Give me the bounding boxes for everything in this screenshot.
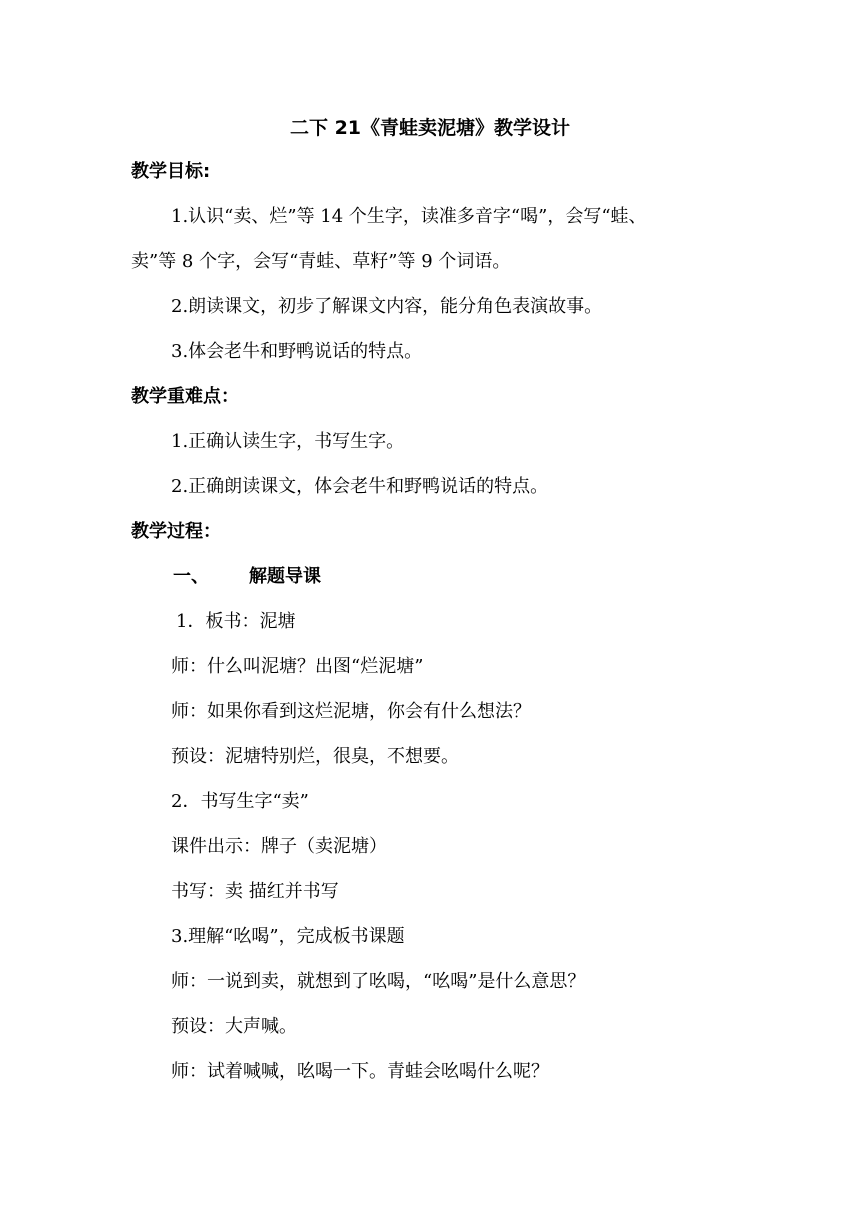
objective-item-1-line-2: 卖”等 8 个字，会写“青蛙、草籽”等 9 个词语。 (131, 251, 511, 272)
process-line: 3.理解“吆喝”，完成板书课题 (171, 926, 405, 947)
objectives-heading: 教学目标: (131, 161, 211, 182)
process-line: 2．书写生字“卖” (171, 791, 309, 812)
process-line: 书写：卖 描红并书写 (171, 881, 339, 902)
process-line: 师：什么叫泥塘？出图“烂泥塘” (171, 656, 424, 677)
process-line: 预设：泥塘特别烂，很臭，不想要。 (171, 746, 459, 767)
process-line: 课件出示：牌子（卖泥塘） (171, 836, 387, 857)
process-line: 师：如果你看到这烂泥塘，你会有什么想法？ (171, 701, 531, 722)
objective-item-1-line-1: 1.认识“卖、烂”等 14 个生字，读准多音字“喝”，会写“蛙、 (171, 206, 647, 227)
key-point-item-1: 1.正确认读生字，书写生字。 (171, 431, 405, 452)
process-line: 1．板书：泥塘 (176, 611, 296, 632)
document-title: 二下 21《青蛙卖泥塘》教学设计 (289, 117, 571, 139)
process-line: 师：试着喊喊，吆喝一下。青蛙会吆喝什么呢？ (171, 1061, 549, 1082)
process-line: 师：一说到卖，就想到了吆喝，“吆喝”是什么意思？ (171, 971, 586, 992)
objective-item-3: 3.体会老牛和野鸭说话的特点。 (171, 341, 423, 362)
process-heading: 教学过程： (131, 521, 221, 542)
key-points-heading: 教学重难点： (131, 386, 239, 407)
section-1-title: 解题导课 (249, 566, 321, 587)
objective-item-2: 2.朗读课文，初步了解课文内容，能分角色表演故事。 (171, 296, 603, 317)
section-1-heading (173, 564, 321, 590)
section-1-number: 一、 (173, 566, 209, 587)
process-line: 预设：大声喊。 (171, 1016, 297, 1037)
key-point-item-2: 2.正确朗读课文，体会老牛和野鸭说话的特点。 (171, 476, 549, 497)
